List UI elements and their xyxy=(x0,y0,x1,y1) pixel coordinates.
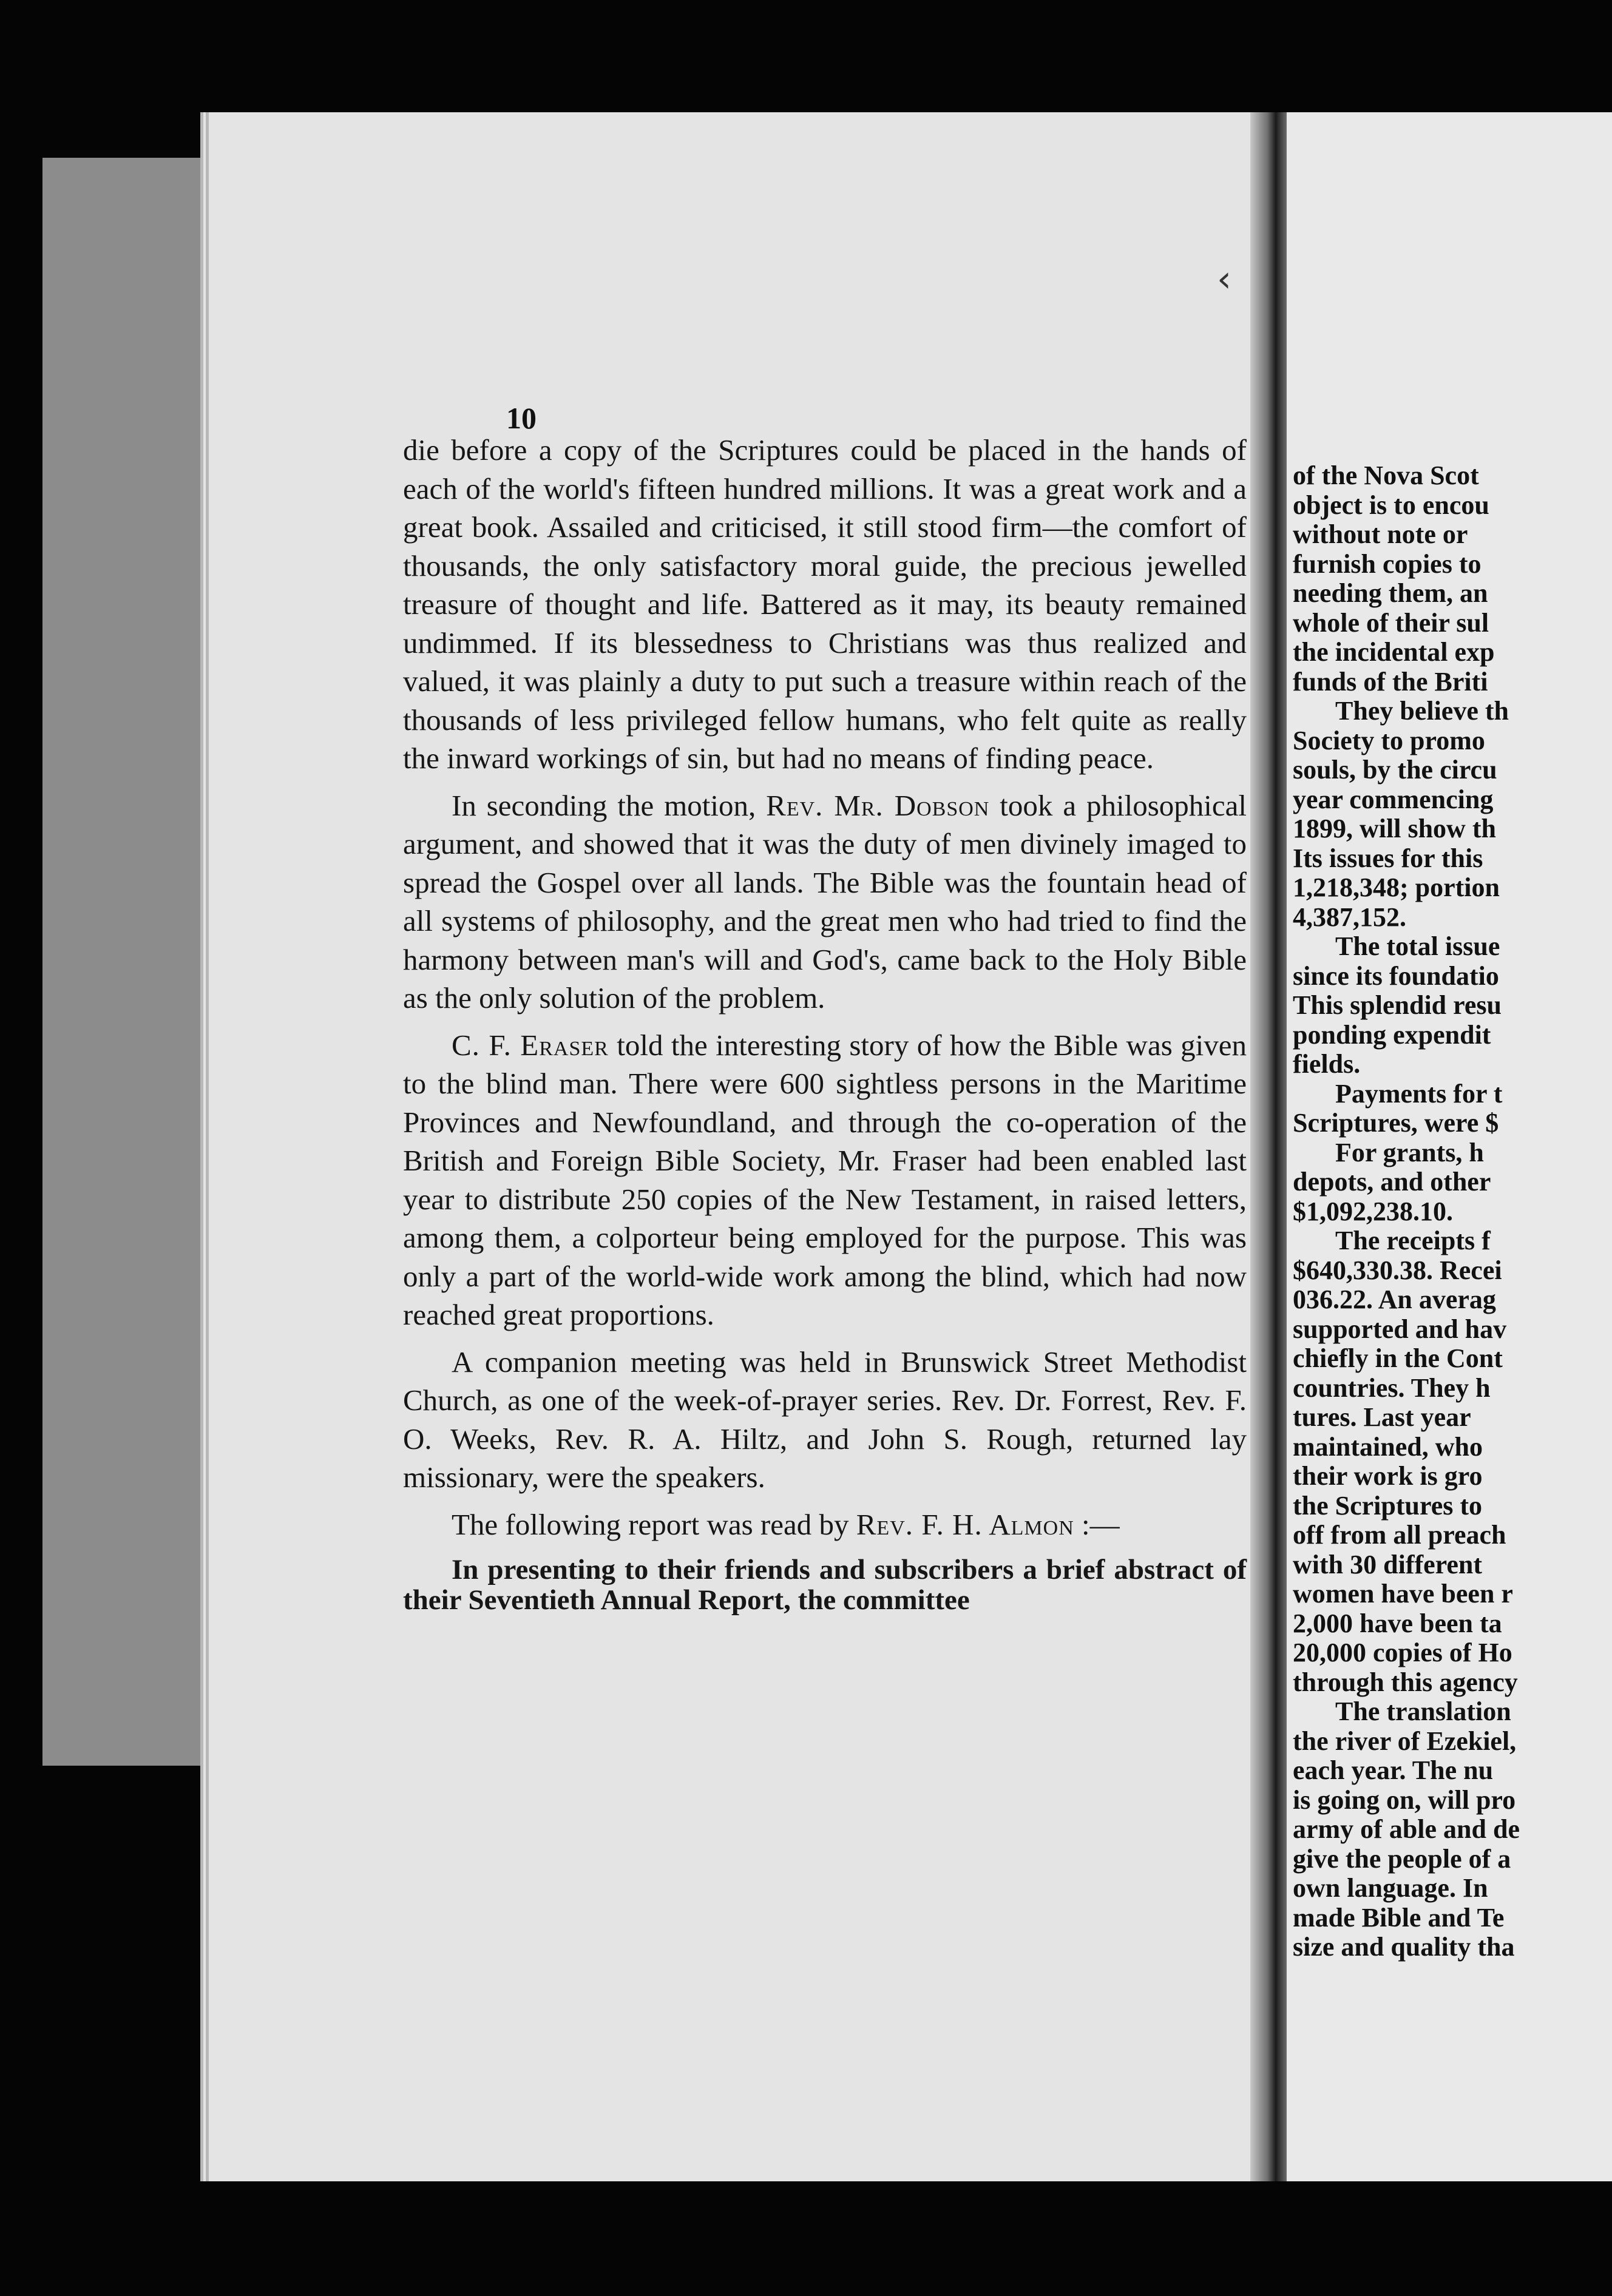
right-page-line: the Scriptures to xyxy=(1293,1490,1483,1521)
right-page-line: women have been r xyxy=(1293,1579,1513,1609)
margin-mark: ‹ xyxy=(1217,258,1231,300)
paragraph-3 xyxy=(403,1026,1247,1334)
speaker-dobson: Rev. Mr. Dobson xyxy=(766,788,990,822)
page-number: 10 xyxy=(506,401,537,435)
paragraph-4: A companion meeting was held in Brunswick Street Methodist Church, as one of the week-of-prayer series. Rev. Dr. Forrest, Rev. F. O. Weeks, Rev. R. A. Hiltz, and John S. Rough, returned lay missionary, were the speakers. xyxy=(403,1345,1247,1494)
paragraph-5-end: :— xyxy=(1082,1507,1120,1541)
report-paragraph: In presenting to their friends and subscribers a brief abstract of their Seventieth Annual Report, the committee xyxy=(403,1554,1247,1616)
right-page-line: Payments for t xyxy=(1335,1078,1503,1109)
right-page-line: own language. In xyxy=(1293,1873,1488,1903)
right-page-line: off from all preach xyxy=(1293,1520,1506,1550)
right-page-line: $1,092,238.10. xyxy=(1293,1196,1453,1226)
right-page-line: 2,000 have been ta xyxy=(1293,1608,1502,1638)
right-page-line: army of able and de xyxy=(1293,1814,1520,1844)
right-page-line: whole of their sul xyxy=(1293,607,1489,638)
right-page-line: For grants, h xyxy=(1335,1137,1484,1167)
right-page-line: without note or xyxy=(1293,519,1468,549)
right-page-line: since its foundatio xyxy=(1293,961,1499,991)
right-page-line: year commencing xyxy=(1293,784,1494,814)
right-page-line: 1,218,348; portion xyxy=(1293,873,1500,902)
paragraph-1: die before a copy of the Scriptures could be placed in the hands of each of the world's fifteen hundred millions. It was a great work and a great book. Assailed and criticised, it still stood firm—the comfort of thousands, the only satisfactory moral guide, the precious jewelled treasure of thought and life. Battered as it may, its beauty remained undimmed. If its blessedness to Christians was thus realized and valued, it was plainly a duty to put such a treasure within reach of the thousands of less privileged fellow humans, who felt quite as really the inward workings of sin, but had no means of finding peace. xyxy=(403,433,1247,775)
right-page-line: Society to promo xyxy=(1293,725,1485,755)
right-page-line: 4,387,152. xyxy=(1293,902,1406,932)
right-page-line: maintained, who xyxy=(1293,1431,1483,1462)
underlying-page-edge xyxy=(42,158,225,1766)
right-page-line: 1899, will show th xyxy=(1293,814,1496,843)
right-page-line: needing them, an xyxy=(1293,578,1488,608)
paragraph-5 xyxy=(403,1505,1247,1544)
right-page-line: depots, and other xyxy=(1293,1167,1491,1197)
right-page-line: 036.22. An averag xyxy=(1293,1285,1496,1314)
paragraph-2-rest: took a philosophical argument, and showed that it was the duty of men divinely imaged to spread the Gospel over all lands. The Bible was the fountain head of all systems of philosophy, and the great men who had tried to find the harmony between man's will and God's, came back to the Holy Bible as the only solution of the problem. xyxy=(403,788,1247,1015)
speaker-almon: Rev. F. H. Almon xyxy=(856,1507,1074,1541)
right-page-line: the incidental exp xyxy=(1293,637,1495,667)
right-page-body xyxy=(1293,461,1612,1962)
right-page-line: souls, by the circu xyxy=(1293,755,1497,785)
left-page-body xyxy=(403,431,1247,1615)
right-page xyxy=(1287,112,1612,2181)
right-page-line: is going on, will pro xyxy=(1293,1784,1516,1815)
right-page-line: furnish copies to xyxy=(1293,549,1482,579)
right-page-line: 20,000 copies of Ho xyxy=(1293,1638,1512,1667)
paragraph-2-start: In seconding the motion, xyxy=(452,788,756,822)
right-page-line: size and quality tha xyxy=(1293,1932,1515,1962)
right-page-line: funds of the Briti xyxy=(1293,666,1488,697)
right-page-line: The receipts f xyxy=(1335,1226,1491,1255)
right-page-line: $640,330.38. Recei xyxy=(1293,1255,1502,1285)
right-page-line: with 30 different xyxy=(1293,1549,1483,1579)
right-page-line: the river of Ezekiel, xyxy=(1293,1726,1517,1756)
right-page-line: chiefly in the Cont xyxy=(1293,1343,1503,1373)
speaker-eraser: C. F. Eraser xyxy=(452,1028,609,1062)
paragraph-2 xyxy=(403,786,1247,1018)
paragraph-3-rest: told the interesting story of how the Bible was given to the blind man. There were 600 sightless persons in the Maritime Provinces and Newfoundland, and through the co-operation of the British and Foreign Bible Society, Mr. Fraser had been enabled last year to distribute 250 copies of the New Testament, in raised letters, among them, a colporteur being employed for the purpose. This was only a part of the world-wide work among the blind, which had now reached great proportions. xyxy=(403,1028,1247,1331)
right-page-line: each year. The nu xyxy=(1293,1755,1494,1785)
right-page-line: Its issues for this xyxy=(1293,843,1483,873)
right-page-line: their work is gro xyxy=(1293,1461,1483,1491)
right-page-line: tures. Last year xyxy=(1293,1402,1471,1432)
right-page-line: through this agency xyxy=(1293,1667,1518,1697)
right-page-line: supported and hav xyxy=(1293,1314,1507,1344)
right-page-line: ponding expendit xyxy=(1293,1019,1491,1050)
left-page xyxy=(200,112,1283,2181)
right-page-line: The translation xyxy=(1335,1697,1511,1726)
paragraph-5-start: The following report was read by xyxy=(452,1507,849,1541)
right-page-line: Scriptures, were $ xyxy=(1293,1108,1499,1138)
right-page-line: made Bible and Te xyxy=(1293,1902,1505,1933)
right-page-line: This splendid resu xyxy=(1293,990,1502,1020)
right-page-line: fields. xyxy=(1293,1049,1361,1079)
right-page-line: They believe th xyxy=(1335,696,1509,726)
right-page-line: countries. They h xyxy=(1293,1373,1491,1403)
right-page-line: object is to encou xyxy=(1293,490,1489,520)
right-page-line: give the people of a xyxy=(1293,1843,1511,1874)
right-page-line: The total issue xyxy=(1335,931,1500,961)
right-page-line: of the Nova Scot xyxy=(1293,461,1479,490)
